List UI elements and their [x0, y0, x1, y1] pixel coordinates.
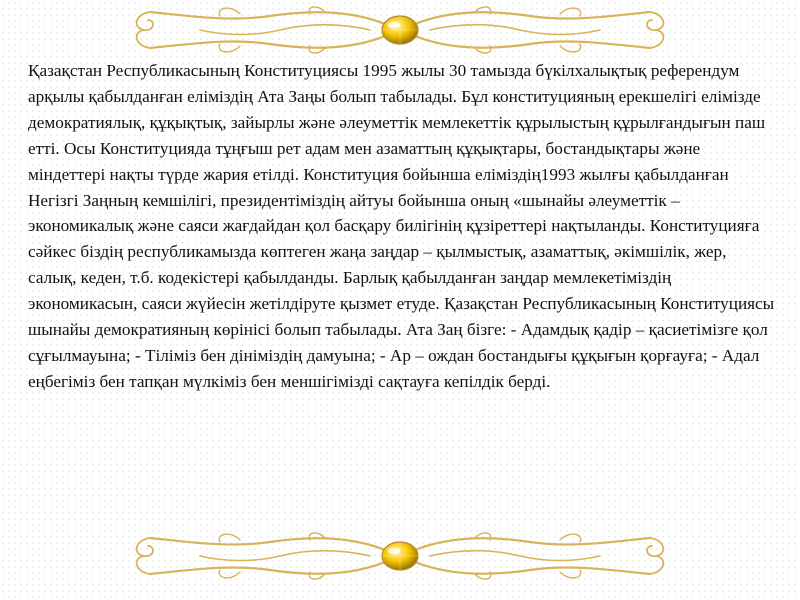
gold-scroll-ornament-icon — [120, 528, 680, 588]
yellow-gem-icon — [382, 16, 418, 44]
bottom-ornament — [120, 528, 680, 588]
constitution-paragraph: Қазақстан Республикасының Конституциясы 1995 жылы 30 тамызда бүкілхалықтық референдум арқылы қабылданған еліміздің Ата Заңы болып табылады. Бұл конституцияның ерекшелігі елімізде демократиялық, құқықтық, зайырлы және әлеуметтік мемлекеттік құрылыстың құрылғандығын паш етті. Осы Конституцияда тұңғыш рет адам мен азаматтың құқықтары, бостандықтары және міндеттері нақты түрде жария етілді. Конституция бойынша еліміздің1993 жылғы қабылданған Негізгі Заңның кемшілігі, президентіміздің айтуы бойынша оның «шынайы әлеуметтік – экономикалық және саяси жағдайдан қол басқару билігінің құзіреттері нақтыланды. Конституцияға сәйкес біздің республикамызда көптеген жаңа заңдар – қылмыстық, азаматтық, әкімшілік, жер, салық, кеден, т.б. кодекістері қабылданды. Барлық қабылданған заңдар мемлекетіміздің экономикасын, саяси жүйесін жетілдіруте қызмет етуде. Қазақстан Республикасының Конституциясы шынайы демократияның көрінісі болып табылады. Ата Заң бізге: - Адамдық қадір – қасиетімізге қол сұғылмауына; - Тіліміз бен дініміздің дамуына; - Ар – ождан бостандығы құқығын қорғауға; - Адал еңбегіміз бен тапқан мүлкіміз бен меншігімізді сақтауға кепілдік берді. — [28, 61, 775, 391]
top-ornament — [120, 2, 680, 62]
gold-scroll-ornament-icon — [120, 2, 680, 62]
yellow-gem-icon — [382, 542, 418, 570]
